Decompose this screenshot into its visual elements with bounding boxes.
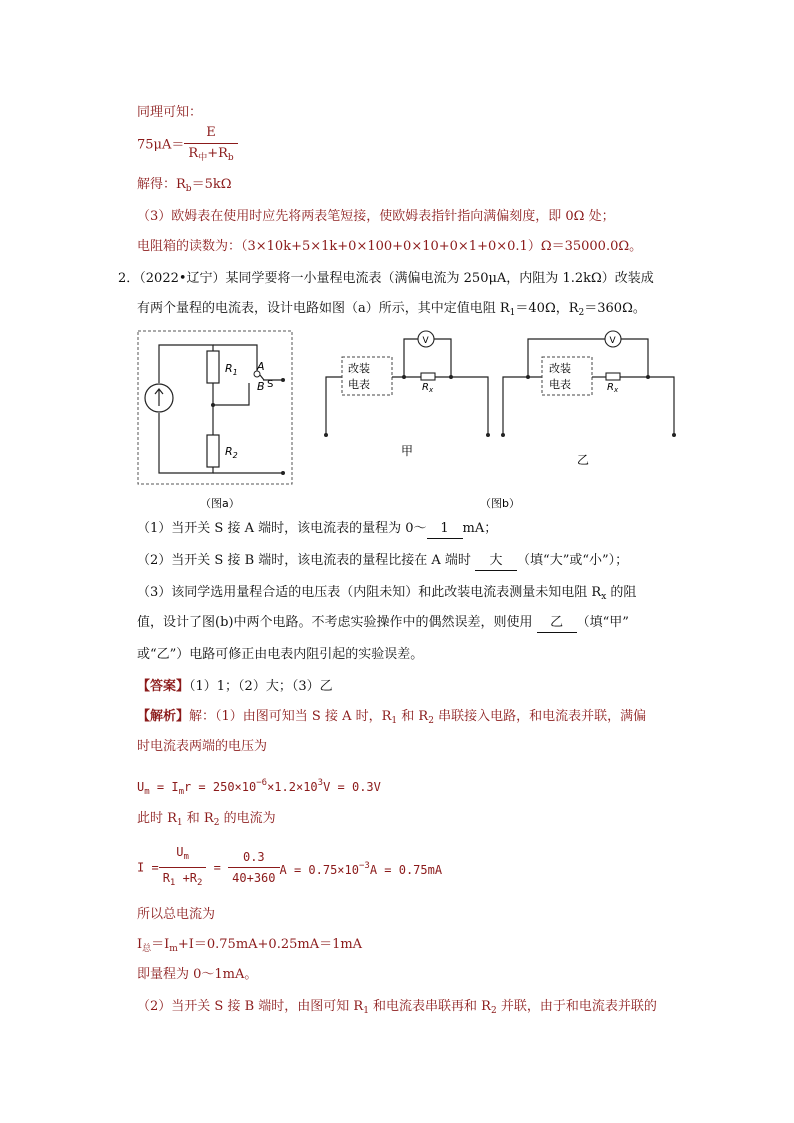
sub-question-3-line-2: 值，设计了图(b)中两个电路。不考虑实验操作中的偶然误差，则使用 乙 （填“甲” bbox=[137, 614, 629, 633]
fraction-numeric: $\frac{0.3}{40+360}$ bbox=[228, 848, 279, 887]
equation-um: $U_m = I_mr = 250\times 10^{-6}\times 1.2\times 10^3V = 0.3V$ bbox=[137, 778, 381, 797]
label-s: S bbox=[267, 379, 274, 390]
sub-question-1: （1）当开关 S 接 A 端时，该电流表的量程为 0～ 1 mA； bbox=[137, 520, 497, 539]
caption-figure-b: （图b） bbox=[480, 497, 520, 510]
caption-jia: 甲 bbox=[401, 444, 414, 458]
analysis-line-2: 时电流表两端的电压为 bbox=[137, 739, 268, 754]
label-r1: $R_1$ bbox=[225, 362, 238, 377]
figure-a-circuit bbox=[135, 328, 295, 520]
question-2-line-2: 有两个量程的电流表，设计电路如图（a）所示，其中定值电阻 $R_1=40\Omega$，$R_2=360\Omega$。 bbox=[137, 301, 646, 318]
analysis-line-6: 所以总电流为 bbox=[137, 907, 216, 922]
answer-line: 【答案】（1）1；（2）大；（3）乙 bbox=[137, 679, 333, 694]
equation-75ua: 75μA＝ $\frac{E}{R_中+R_b}$ bbox=[137, 124, 238, 167]
resistor-rx-jia-icon bbox=[421, 373, 435, 380]
figure-b-circuits bbox=[318, 325, 688, 520]
resistor-r1-icon bbox=[207, 351, 219, 383]
fraction-e-over-r: $\frac{E}{R_中+R_b}$ bbox=[184, 124, 237, 167]
resistor-r2-icon bbox=[207, 435, 219, 467]
analysis-total-current: $I_总=I_m+I=0.75mA+0.25mA=1mA$ bbox=[137, 937, 363, 954]
analysis-part2: （2）当开关 S 接 B 端时，由图可知 $R_1$ 和电流表串联再和 $R_2$ 并联，由于和电流表并联的 bbox=[137, 999, 657, 1016]
equation-current: I = $\frac{U_m}{R_1 +R_2}$ = $\frac{0.3}{40+360}$ $A = 0.75\times 10^{-3}A = 0.75mA$ bbox=[137, 843, 442, 892]
solution-resistance-box: 电阻箱的读数为：（3×10k+5×1k+0×100+0×10+0×1+0×0.1）Ω＝35000.0Ω。 bbox=[137, 239, 643, 254]
voltmeter-yi-label: V bbox=[609, 336, 616, 346]
box-jia-line1: 改装 bbox=[348, 362, 370, 375]
resistor-rx-yi-icon bbox=[606, 373, 620, 380]
box-yi-line2: 电表 bbox=[549, 378, 571, 391]
solution-rb: 解得：$R_b=5k\Omega$ bbox=[137, 177, 232, 194]
sub-question-3-line-1: （3）该同学选用量程合适的电压表（内阻未知）和此改装电流表测量未知电阻 $R_x$ 的阻 bbox=[137, 585, 637, 602]
analysis-range: 即量程为 0～1mA。 bbox=[137, 967, 258, 982]
answer-blank-3: 乙 bbox=[537, 614, 577, 633]
analysis-line-4: 此时 $R_1$ 和 $R_2$ 的电流为 bbox=[137, 811, 276, 828]
circuit-yi bbox=[501, 331, 676, 467]
analysis-line-1: 【解析】解：（1）由图可知当 S 接 A 时，$R_1$ 和 $R_2$ 串联接入电路，和电流表并联，满偏 bbox=[137, 709, 647, 726]
answer-blank-2: 大 bbox=[475, 552, 517, 571]
sub-question-3-line-3: 或“乙”）电路可修正由电表内阻引起的实验误差。 bbox=[137, 647, 424, 662]
caption-yi: 乙 bbox=[577, 453, 590, 467]
voltmeter-jia-label: V bbox=[422, 336, 429, 346]
answer-tag: 【答案】 bbox=[137, 679, 190, 694]
box-yi-line1: 改装 bbox=[549, 362, 571, 375]
question-2-line-1: 2．（2022•辽宁）某同学要将一小量程电流表（满偏电流为 250μA，内阻为 1.2kΩ）改装成 bbox=[118, 271, 654, 286]
solution-part3: （3）欧姆表在使用时应先将两表笔短接，使欧姆表指针指向满偏刻度，即 0Ω 处； bbox=[137, 209, 615, 224]
solution-line-1: 同理可知： bbox=[137, 105, 203, 120]
analysis-tag: 【解析】 bbox=[137, 709, 190, 724]
label-b: B bbox=[257, 380, 265, 393]
label-a: A bbox=[257, 360, 265, 373]
caption-figure-a: （图a） bbox=[200, 497, 240, 510]
fraction-um-over-r: $\frac{U_m}{R_1 +R_2}$ bbox=[159, 843, 207, 892]
label-r2: $R_2$ bbox=[225, 445, 238, 460]
circuit-jia bbox=[324, 331, 490, 458]
answer-blank-1: 1 bbox=[427, 520, 463, 539]
label-rx-jia: $R_x$ bbox=[422, 382, 434, 394]
label-rx-yi: $R_x$ bbox=[607, 382, 619, 394]
sub-question-2: （2）当开关 S 接 B 端时，该电流表的量程比接在 A 端时 大 （填“大”或“小”）； bbox=[137, 552, 628, 571]
box-jia-line2: 电表 bbox=[348, 378, 370, 391]
